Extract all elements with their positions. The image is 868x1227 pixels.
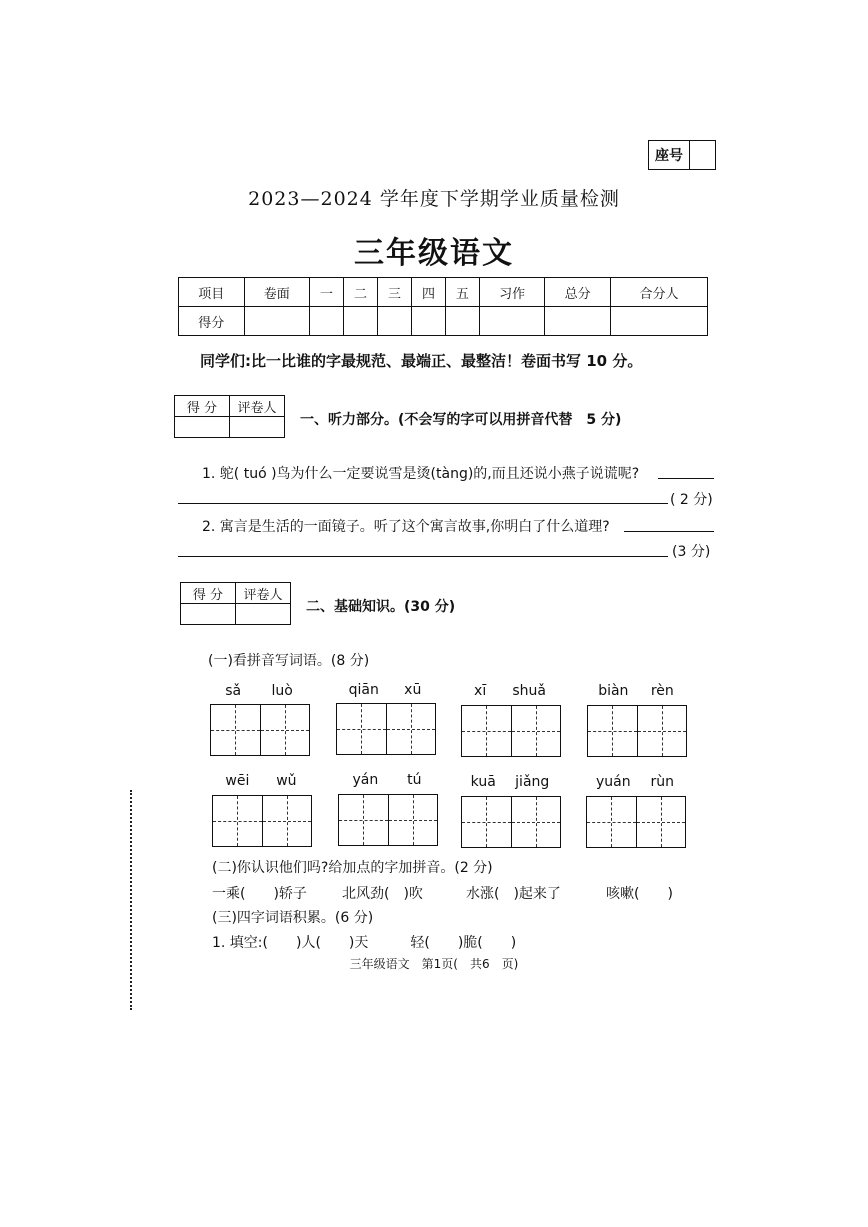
- part-2-item: 北风劲( )吹: [342, 886, 423, 902]
- score-table-header-row: [179, 278, 708, 307]
- writing-grid: [336, 703, 436, 755]
- header-cell: 五: [445, 278, 479, 307]
- header-cell: 合分人: [610, 278, 707, 307]
- part-2-item: 水涨( )起来了: [466, 886, 561, 902]
- writing-grid: [210, 704, 310, 756]
- score-cell: [244, 307, 310, 336]
- part-3-title: (三)四字词语积累。(6 分): [212, 910, 374, 926]
- question-1: 1. 鸵( tuó )鸟为什么一定要说雪是烫(tàng)的,而且还说小燕子说谎呢?: [202, 466, 640, 482]
- score-label: 得 分: [175, 396, 230, 417]
- score-blank: [175, 417, 230, 438]
- part-2-item: 一乘( )轿子: [212, 886, 307, 902]
- pinyin: biàn: [598, 683, 629, 699]
- grader-blank: [236, 604, 291, 625]
- answer-line: [658, 478, 714, 479]
- header-cell: 项目: [179, 278, 245, 307]
- writing-grid: [338, 794, 438, 846]
- pinyin: xī: [474, 683, 487, 699]
- pinyin-label: [461, 683, 559, 699]
- score-table-score-row: [179, 307, 708, 336]
- writing-grid: [587, 705, 687, 757]
- header-cell: 四: [411, 278, 445, 307]
- part-2-item: 咳嗽( ): [606, 886, 673, 902]
- score-cell: [343, 307, 377, 336]
- pinyin-label: [461, 774, 559, 790]
- score-cell: [545, 307, 611, 336]
- score-cell: [310, 307, 344, 336]
- question-1-points: ( 2 分): [670, 492, 713, 508]
- grader-label: 评卷人: [230, 396, 285, 417]
- score-table: [178, 277, 708, 336]
- pinyin-label: [212, 773, 310, 789]
- pinyin: luò: [271, 683, 293, 699]
- part-1-title: (一)看拼音写词语。(8 分): [208, 653, 370, 669]
- answer-line: [178, 503, 668, 504]
- score-label: 得 分: [181, 583, 236, 604]
- writing-grid: [586, 796, 686, 848]
- score-cell: [377, 307, 411, 336]
- score-cell: [445, 307, 479, 336]
- part-3-question-1: 1. 填空:( )人( )天 轻( )脆( ): [212, 935, 517, 951]
- pinyin-label: [587, 683, 685, 699]
- row-label: 得分: [179, 307, 245, 336]
- binding-margin-dots: [130, 790, 132, 1010]
- pinyin: qiān: [348, 682, 379, 698]
- section-1-title: 一、听力部分。(不会写的字可以用拼音代替 5 分): [300, 412, 622, 428]
- grader-box-1: [174, 395, 285, 438]
- header-cell: 三: [377, 278, 411, 307]
- seat-number-box: [648, 140, 716, 170]
- intro-note: 同学们:比一比谁的字最规范、最端正、最整洁！卷面书写 10 分。: [200, 352, 643, 370]
- answer-line: [178, 556, 668, 557]
- exam-title: 2023—2024 学年度下学期学业质量检测: [248, 188, 620, 210]
- pinyin: shuǎ: [512, 683, 546, 699]
- page-footer: 三年级语文 第1页( 共6 页): [349, 957, 519, 971]
- score-blank: [181, 604, 236, 625]
- header-cell: 一: [310, 278, 344, 307]
- pinyin-label: [336, 682, 434, 698]
- pinyin: xū: [404, 682, 422, 698]
- section-2-title: 二、基础知识。(30 分): [306, 599, 456, 615]
- header-cell: 习作: [479, 278, 545, 307]
- subject-title: 三年级语文: [354, 236, 514, 271]
- header-cell: 总分: [545, 278, 611, 307]
- pinyin: sǎ: [225, 683, 242, 699]
- question-2: 2. 寓言是生活的一面镜子。听了这个寓言故事,你明白了什么道理?: [202, 519, 610, 535]
- pinyin-label: [586, 774, 684, 790]
- header-cell: 二: [343, 278, 377, 307]
- pinyin: jiǎng: [515, 774, 550, 790]
- answer-line: [624, 531, 714, 532]
- score-cell: [479, 307, 545, 336]
- score-cell: [411, 307, 445, 336]
- pinyin-label: [338, 772, 436, 788]
- question-2-points: (3 分): [672, 544, 711, 560]
- writing-grid: [461, 705, 561, 757]
- writing-grid: [461, 796, 561, 848]
- grader-blank: [230, 417, 285, 438]
- grader-label: 评卷人: [236, 583, 291, 604]
- pinyin: tú: [407, 772, 422, 788]
- pinyin: kuā: [470, 774, 496, 790]
- pinyin: rùn: [650, 774, 675, 790]
- pinyin: wēi: [225, 773, 250, 789]
- part-2-title: (二)你认识他们吗?给加点的字加拼音。(2 分): [212, 860, 493, 876]
- seat-input-box: [690, 141, 715, 169]
- pinyin: rèn: [650, 683, 674, 699]
- seat-label: 座号: [649, 141, 690, 169]
- writing-grid: [212, 795, 312, 847]
- pinyin-label: [210, 683, 308, 699]
- pinyin: yuán: [595, 774, 631, 790]
- score-cell: [610, 307, 707, 336]
- pinyin: wǔ: [276, 773, 297, 789]
- header-cell: 卷面: [244, 278, 310, 307]
- grader-box-2: [180, 582, 291, 625]
- pinyin: yán: [352, 772, 379, 788]
